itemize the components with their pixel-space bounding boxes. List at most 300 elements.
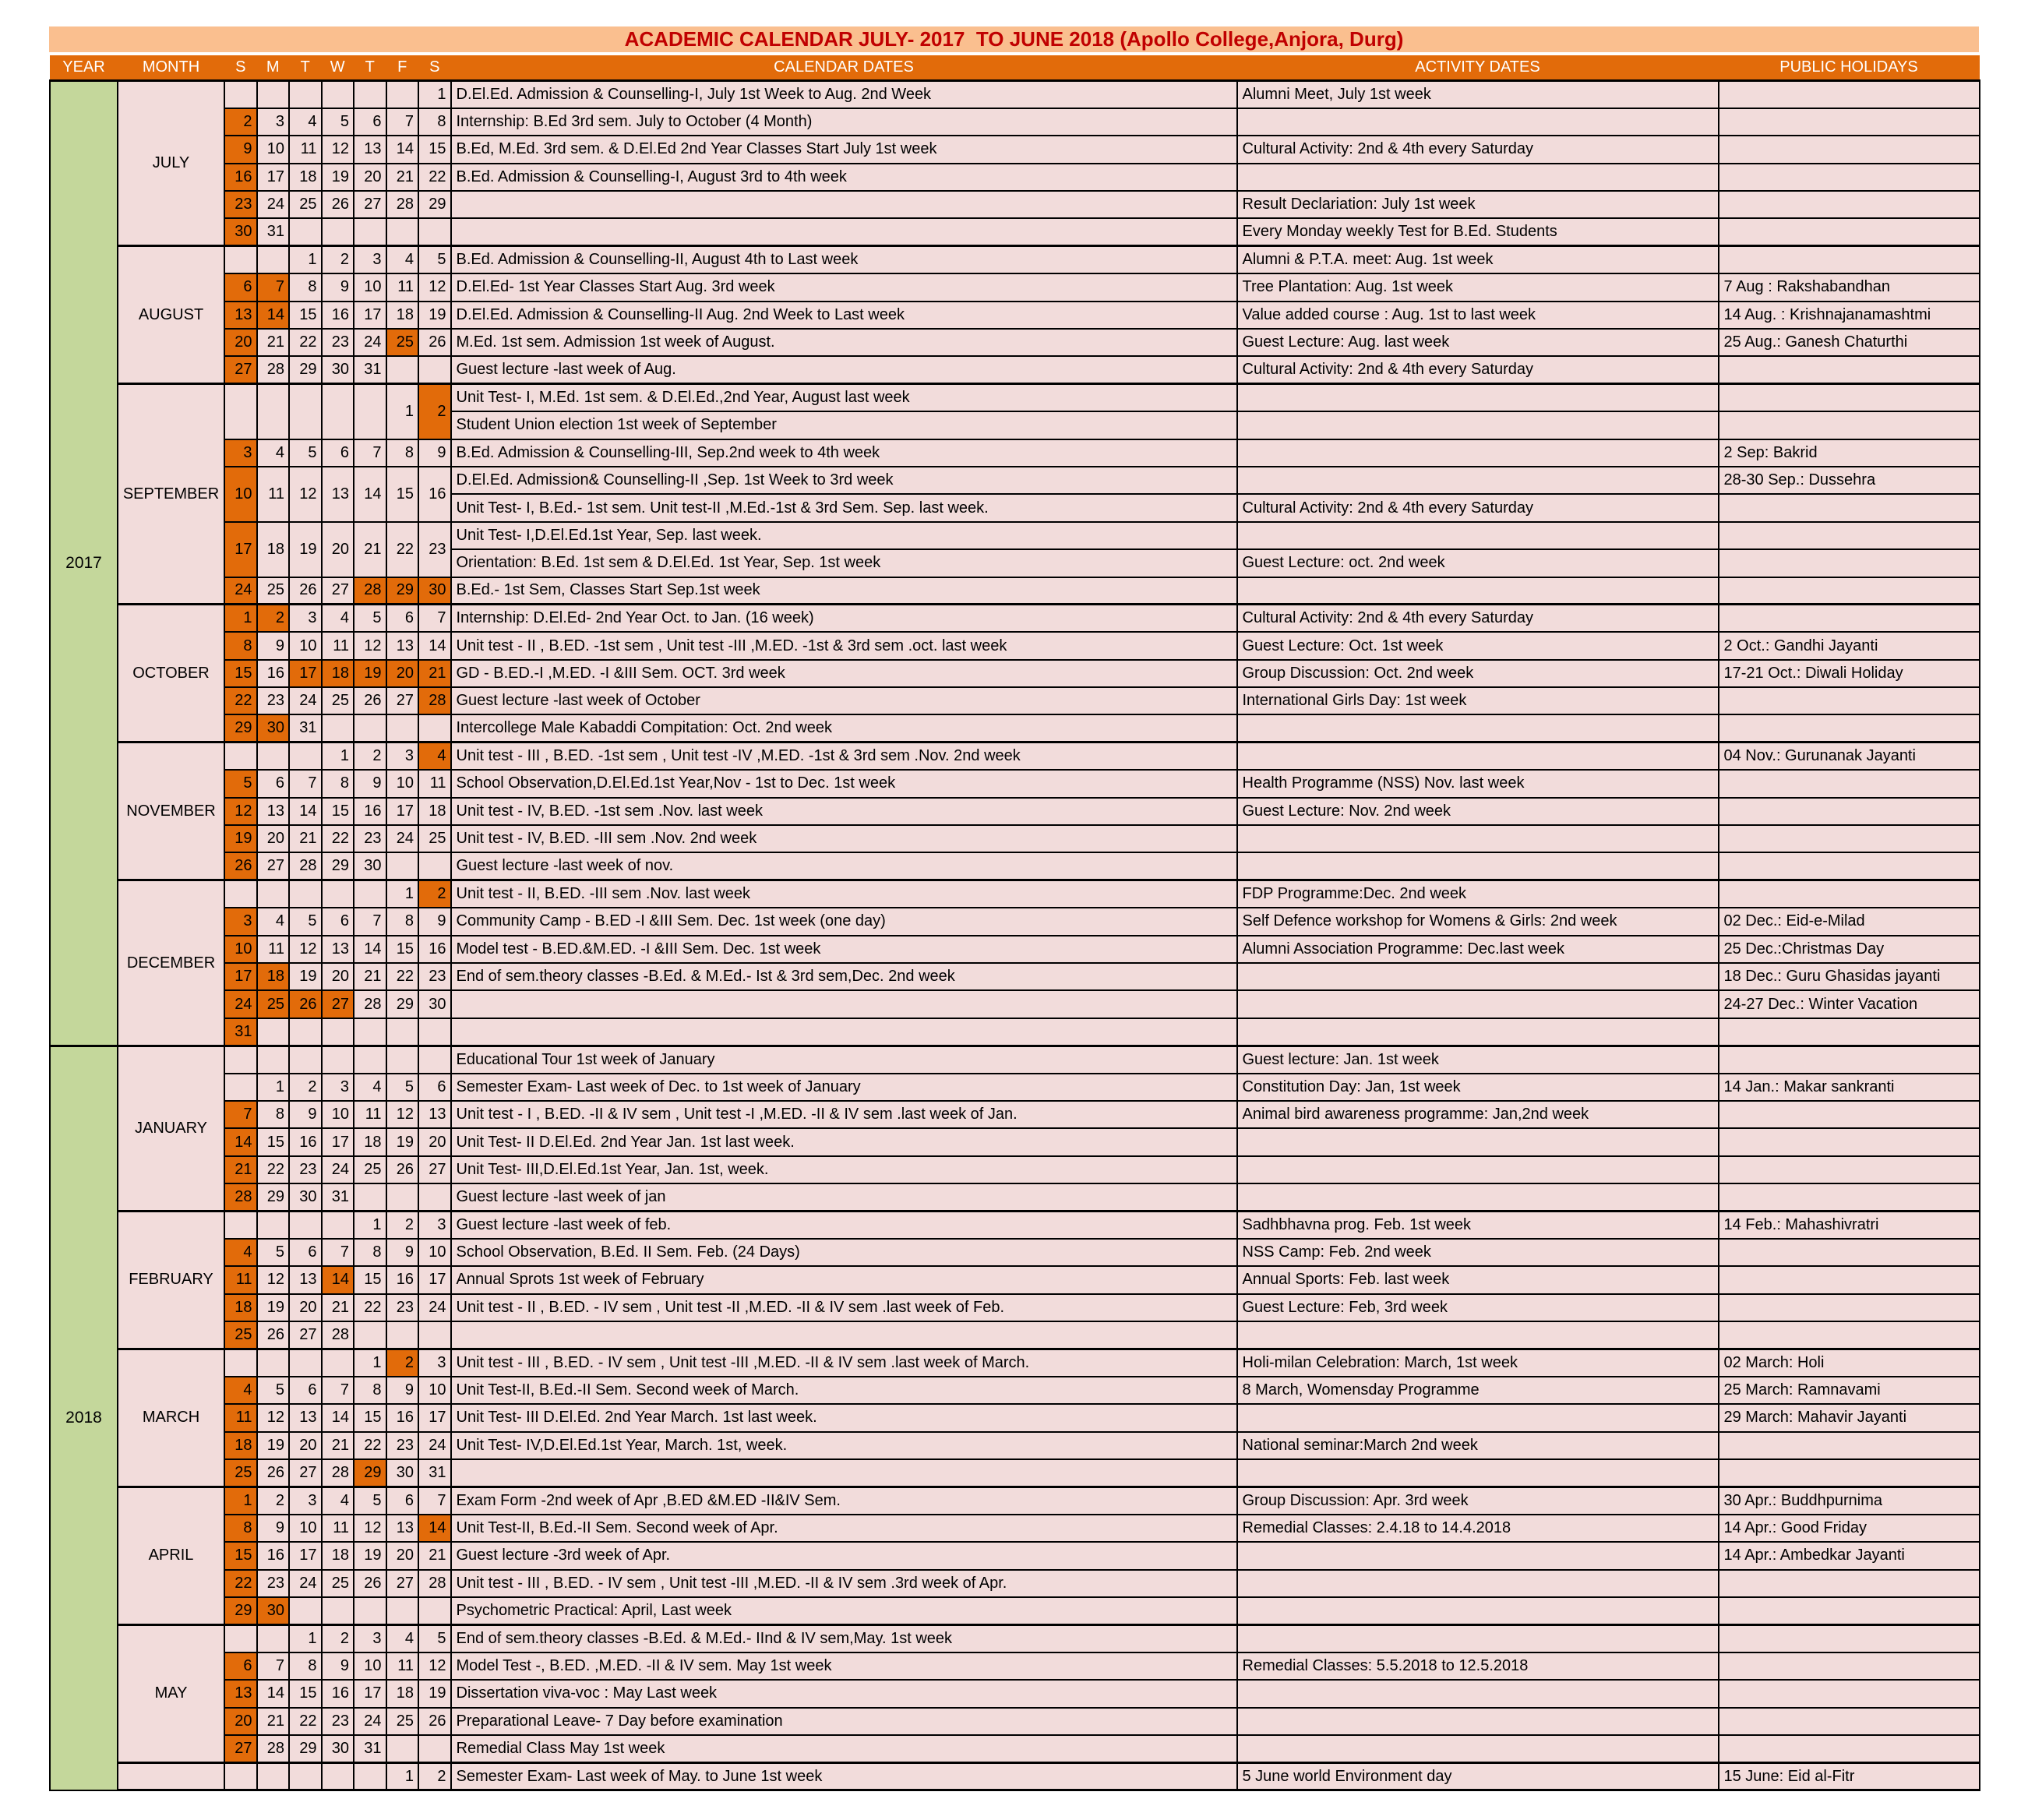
day-cell: 19 (224, 825, 257, 852)
day-cell: 4 (257, 908, 290, 935)
calendar-week-row (50, 1404, 1980, 1431)
day-cell: 25 (386, 329, 419, 356)
public-holidays-cell (1719, 1570, 1980, 1597)
day-cell: 10 (354, 273, 386, 301)
public-holidays-cell: 24-27 Dec.: Winter Vacation (1719, 990, 1980, 1018)
day-cell: 29 (386, 577, 419, 605)
calendar-dates-cell: Remedial Class May 1st week (451, 1735, 1237, 1762)
calendar-dates-cell: Internship: D.El.Ed- 2nd Year Oct. to Jan. (16 week) (451, 605, 1237, 632)
calendar-week-row (50, 384, 1980, 411)
day-cell: 15 (224, 1542, 257, 1569)
activity-dates-cell: Annual Sports: Feb. last week (1237, 1266, 1719, 1293)
day-cell: 23 (386, 1432, 419, 1459)
public-holidays-cell (1719, 1321, 1980, 1349)
calendar-week-row (50, 936, 1980, 963)
day-cell: 17 (224, 522, 257, 577)
activity-dates-cell: 5 June world Environment day (1237, 1762, 1719, 1790)
day-cell: 9 (224, 136, 257, 163)
calendar-week-row (50, 880, 1980, 908)
day-cell: 3 (418, 1212, 451, 1239)
calendar-week-row (50, 1101, 1980, 1128)
day-cell: 6 (386, 605, 419, 632)
day-cell: 4 (257, 439, 290, 467)
calendar-week-row (50, 108, 1980, 136)
calendar-week-row (50, 164, 1980, 191)
day-cell (289, 218, 322, 245)
day-cell: 31 (354, 356, 386, 383)
calendar-week-row (50, 990, 1980, 1018)
calendar-dates-cell: D.El.Ed. Admission & Counselling-II Aug. 2nd Week to Last week (451, 302, 1237, 329)
day-cell: 4 (224, 1239, 257, 1266)
day-cell: 19 (386, 1128, 419, 1155)
day-cell (322, 81, 354, 108)
activity-dates-cell (1237, 1735, 1719, 1762)
activity-dates-cell: Every Monday weekly Test for B.Ed. Students (1237, 218, 1719, 245)
day-cell: 26 (224, 852, 257, 880)
day-cell: 27 (322, 577, 354, 605)
calendar-dates-cell (451, 1018, 1237, 1046)
day-cell: 21 (354, 522, 386, 577)
day-cell (257, 384, 290, 439)
day-cell: 20 (354, 164, 386, 191)
academic-calendar-table (49, 55, 1980, 1791)
calendar-dates-cell: Semester Exam- Last week of May. to June 1st week (451, 1762, 1237, 1790)
calendar-dates-cell: Unit test - IV, B.ED. -III sem .Nov. 2nd week (451, 825, 1237, 852)
day-cell: 31 (322, 1183, 354, 1211)
day-cell: 31 (289, 714, 322, 742)
day-cell (386, 1183, 419, 1211)
day-cell (257, 1624, 290, 1652)
day-cell: 5 (257, 1239, 290, 1266)
calendar-dates-cell: Unit Test- I, B.Ed.- 1st sem. Unit test-II ,M.Ed.-1st & 3rd Sem. Sep. last week. (451, 494, 1237, 521)
column-header-public-holidays: PUBLIC HOLIDAYS (1719, 55, 1980, 81)
day-cell: 11 (386, 1652, 419, 1680)
public-holidays-cell: 25 Dec.:Christmas Day (1719, 936, 1980, 963)
day-cell (386, 1321, 419, 1349)
day-cell (224, 1762, 257, 1790)
day-cell: 3 (322, 1074, 354, 1101)
day-cell: 7 (289, 770, 322, 797)
calendar-week-row (50, 1597, 1980, 1624)
calendar-dates-cell: End of sem.theory classes -B.Ed. & M.Ed.- Ist & 3rd sem,Dec. 2nd week (451, 963, 1237, 990)
day-cell: 27 (289, 1459, 322, 1487)
day-cell: 20 (257, 825, 290, 852)
day-cell (289, 1762, 322, 1790)
day-cell (289, 1349, 322, 1376)
day-cell: 30 (257, 714, 290, 742)
day-cell (386, 852, 419, 880)
day-cell: 28 (224, 1183, 257, 1211)
day-cell: 14 (354, 936, 386, 963)
day-cell: 7 (322, 1377, 354, 1404)
activity-dates-cell: Alumni & P.T.A. meet: Aug. 1st week (1237, 246, 1719, 273)
column-header-activity-dates: ACTIVITY DATES (1237, 55, 1719, 81)
activity-dates-cell: Guest Lecture: oct. 2nd week (1237, 549, 1719, 577)
activity-dates-cell (1237, 1680, 1719, 1707)
day-cell: 10 (289, 1515, 322, 1542)
column-header-month: MONTH (118, 55, 224, 81)
day-cell (224, 880, 257, 908)
calendar-dates-cell: End of sem.theory classes -B.Ed. & M.Ed.- IInd & IV sem,May. 1st week (451, 1624, 1237, 1652)
calendar-week-row (50, 852, 1980, 880)
day-cell (322, 880, 354, 908)
day-cell: 28 (386, 191, 419, 218)
activity-dates-cell: International Girls Day: 1st week (1237, 687, 1719, 714)
day-cell: 20 (322, 522, 354, 577)
year-cell: 2017 (50, 81, 118, 1046)
day-cell: 3 (289, 605, 322, 632)
activity-dates-cell: Remedial Classes: 5.5.2018 to 12.5.2018 (1237, 1652, 1719, 1680)
day-cell: 17 (257, 164, 290, 191)
activity-dates-cell: Guest Lecture: Nov. 2nd week (1237, 798, 1719, 825)
activity-dates-cell: Holi-milan Celebration: March, 1st week (1237, 1349, 1719, 1376)
activity-dates-cell: Alumni Meet, July 1st week (1237, 81, 1719, 108)
calendar-dates-cell: Unit test - I , B.ED. -II & IV sem , Unit test -I ,M.ED. -II & IV sem .last week of Jan. (451, 1101, 1237, 1128)
day-cell: 1 (322, 742, 354, 770)
public-holidays-cell (1719, 687, 1980, 714)
public-holidays-cell: 02 Dec.: Eid-e-Milad (1719, 908, 1980, 935)
calendar-dates-cell: Annual Sprots 1st week of February (451, 1266, 1237, 1293)
public-holidays-cell (1719, 81, 1980, 108)
public-holidays-cell: 2 Oct.: Gandhi Jayanti (1719, 632, 1980, 659)
activity-dates-cell (1237, 1624, 1719, 1652)
day-cell: 8 (224, 1515, 257, 1542)
calendar-week-row (50, 246, 1980, 273)
day-cell: 5 (354, 1487, 386, 1514)
day-cell: 12 (418, 1652, 451, 1680)
public-holidays-cell (1719, 1294, 1980, 1321)
calendar-dates-cell: Unit Test- I,D.El.Ed.1st Year, Sep. last week. (451, 522, 1237, 549)
day-cell (418, 1018, 451, 1046)
calendar-dates-cell: GD - B.ED.-I ,M.ED. -I &III Sem. OCT. 3rd week (451, 660, 1237, 687)
activity-dates-cell (1237, 108, 1719, 136)
day-cell (257, 1349, 290, 1376)
day-cell: 13 (224, 302, 257, 329)
calendar-dates-cell: Unit Test-II, B.Ed.-II Sem. Second week of March. (451, 1377, 1237, 1404)
calendar-dates-cell: Unit Test- III D.El.Ed. 2nd Year March. 1st last week. (451, 1404, 1237, 1431)
public-holidays-cell: 02 March: Holi (1719, 1349, 1980, 1376)
day-cell: 6 (354, 108, 386, 136)
day-cell: 8 (386, 908, 419, 935)
day-cell: 28 (322, 1321, 354, 1349)
day-cell: 26 (354, 687, 386, 714)
day-cell: 16 (257, 660, 290, 687)
day-cell (418, 852, 451, 880)
day-cell: 12 (289, 936, 322, 963)
day-cell (386, 218, 419, 245)
day-cell: 13 (418, 1101, 451, 1128)
day-cell (418, 714, 451, 742)
day-cell: 24 (418, 1294, 451, 1321)
day-cell: 7 (257, 273, 290, 301)
day-cell: 24 (418, 1432, 451, 1459)
day-cell (322, 218, 354, 245)
day-cell (386, 81, 419, 108)
day-cell: 28 (257, 1735, 290, 1762)
day-cell: 14 (289, 798, 322, 825)
calendar-dates-cell: D.El.Ed- 1st Year Classes Start Aug. 3rd week (451, 273, 1237, 301)
month-cell: AUGUST (118, 246, 224, 384)
calendar-dates-cell (451, 1459, 1237, 1487)
day-cell: 26 (257, 1321, 290, 1349)
day-cell: 29 (386, 990, 419, 1018)
day-cell: 25 (418, 825, 451, 852)
day-cell: 31 (354, 1735, 386, 1762)
day-cell: 16 (289, 1128, 322, 1155)
day-cell: 20 (386, 660, 419, 687)
day-cell: 30 (386, 1459, 419, 1487)
calendar-dates-cell: Unit test - III , B.ED. - IV sem , Unit test -III ,M.ED. -II & IV sem .3rd week of Apr. (451, 1570, 1237, 1597)
day-cell: 4 (386, 246, 419, 273)
calendar-week-row (50, 1680, 1980, 1707)
public-holidays-cell (1719, 1266, 1980, 1293)
day-cell: 7 (257, 1652, 290, 1680)
day-cell: 31 (257, 218, 290, 245)
calendar-week-row (50, 605, 1980, 632)
day-cell: 4 (289, 108, 322, 136)
calendar-dates-cell: Model test - B.ED.&M.ED. -I &III Sem. Dec. 1st week (451, 936, 1237, 963)
day-cell: 14 (386, 136, 419, 163)
day-cell: 2 (224, 108, 257, 136)
activity-dates-cell: Remedial Classes: 2.4.18 to 14.4.2018 (1237, 1515, 1719, 1542)
calendar-dates-cell (451, 218, 1237, 245)
day-cell (257, 1018, 290, 1046)
day-cell: 14 (224, 1128, 257, 1155)
day-cell: 14 (418, 632, 451, 659)
day-cell: 25 (322, 1570, 354, 1597)
day-cell: 7 (224, 1101, 257, 1128)
public-holidays-cell (1719, 577, 1980, 605)
day-cell: 30 (418, 990, 451, 1018)
public-holidays-cell (1719, 1183, 1980, 1211)
calendar-week-row (50, 1762, 1980, 1790)
activity-dates-cell (1237, 164, 1719, 191)
activity-dates-cell (1237, 714, 1719, 742)
day-cell: 4 (224, 1377, 257, 1404)
day-cell: 6 (224, 1652, 257, 1680)
activity-dates-cell (1237, 990, 1719, 1018)
calendar-dates-cell: Guest lecture -last week of jan (451, 1183, 1237, 1211)
day-cell: 6 (257, 770, 290, 797)
day-cell: 8 (322, 770, 354, 797)
activity-dates-cell: Cultural Activity: 2nd & 4th every Saturday (1237, 356, 1719, 383)
calendar-week-row (50, 273, 1980, 301)
day-cell: 12 (354, 632, 386, 659)
public-holidays-cell (1719, 1680, 1980, 1707)
day-cell: 1 (354, 1212, 386, 1239)
calendar-dates-cell: Internship: B.Ed 3rd sem. July to October (4 Month) (451, 108, 1237, 136)
calendar-week-row (50, 825, 1980, 852)
calendar-week-row (50, 1046, 1980, 1073)
activity-dates-cell: Group Discussion: Oct. 2nd week (1237, 660, 1719, 687)
day-cell: 9 (322, 273, 354, 301)
calendar-week-row (50, 1487, 1980, 1514)
day-cell: 5 (289, 439, 322, 467)
calendar-dates-cell: Unit test - II, B.ED. -III sem .Nov. last week (451, 880, 1237, 908)
day-cell: 18 (257, 522, 290, 577)
day-cell: 24 (257, 191, 290, 218)
calendar-dates-cell: Semester Exam- Last week of Dec. to 1st week of January (451, 1074, 1237, 1101)
day-cell (322, 1212, 354, 1239)
day-cell: 12 (257, 1266, 290, 1293)
day-cell: 9 (257, 632, 290, 659)
day-cell: 1 (224, 605, 257, 632)
day-cell: 1 (289, 246, 322, 273)
day-cell: 29 (354, 1459, 386, 1487)
activity-dates-cell: Guest Lecture: Aug. last week (1237, 329, 1719, 356)
day-cell: 21 (257, 329, 290, 356)
calendar-dates-cell: Intercollege Male Kabaddi Compitation: Oct. 2nd week (451, 714, 1237, 742)
activity-dates-cell (1237, 1459, 1719, 1487)
day-cell: 24 (289, 1570, 322, 1597)
day-cell (354, 1046, 386, 1073)
day-cell: 5 (418, 1624, 451, 1652)
day-cell (224, 742, 257, 770)
day-cell: 14 (322, 1266, 354, 1293)
calendar-dates-cell: Student Union election 1st week of September (451, 411, 1237, 439)
public-holidays-cell (1719, 1652, 1980, 1680)
day-cell: 9 (354, 770, 386, 797)
day-cell: 3 (257, 108, 290, 136)
day-cell: 13 (257, 798, 290, 825)
activity-dates-cell (1237, 522, 1719, 549)
day-cell (257, 1762, 290, 1790)
day-cell: 26 (418, 329, 451, 356)
day-cell (289, 880, 322, 908)
day-cell: 14 (418, 1515, 451, 1542)
day-cell: 23 (289, 1156, 322, 1183)
day-cell: 16 (386, 1404, 419, 1431)
day-cell: 30 (322, 356, 354, 383)
activity-dates-cell: Cultural Activity: 2nd & 4th every Saturday (1237, 494, 1719, 521)
day-cell: 11 (257, 467, 290, 522)
calendar-week-row (50, 1349, 1980, 1376)
public-holidays-cell (1719, 191, 1980, 218)
day-cell: 21 (418, 1542, 451, 1569)
day-cell: 20 (386, 1542, 419, 1569)
day-cell: 17 (354, 1680, 386, 1707)
day-cell: 11 (257, 936, 290, 963)
public-holidays-cell: 15 June: Eid al-Fitr (1719, 1762, 1980, 1790)
public-holidays-cell (1719, 1459, 1980, 1487)
day-cell: 22 (322, 825, 354, 852)
day-cell: 21 (224, 1156, 257, 1183)
activity-dates-cell: National seminar:March 2nd week (1237, 1432, 1719, 1459)
calendar-dates-cell: B.Ed. Admission & Counselling-I, August 3rd to 4th week (451, 164, 1237, 191)
public-holidays-cell (1719, 136, 1980, 163)
activity-dates-cell (1237, 852, 1719, 880)
day-cell: 21 (322, 1294, 354, 1321)
public-holidays-cell (1719, 218, 1980, 245)
calendar-dates-cell: M.Ed. 1st sem. Admission 1st week of August. (451, 329, 1237, 356)
day-cell: 22 (224, 1570, 257, 1597)
day-cell: 28 (289, 852, 322, 880)
activity-dates-cell (1237, 1183, 1719, 1211)
day-cell: 25 (354, 1156, 386, 1183)
day-cell: 18 (289, 164, 322, 191)
day-cell: 21 (289, 825, 322, 852)
day-cell: 21 (322, 1432, 354, 1459)
public-holidays-cell (1719, 1128, 1980, 1155)
activity-dates-cell: Health Programme (NSS) Nov. last week (1237, 770, 1719, 797)
day-cell: 9 (386, 1377, 419, 1404)
day-cell (418, 1183, 451, 1211)
public-holidays-cell (1719, 770, 1980, 797)
day-cell: 14 (257, 302, 290, 329)
day-cell: 13 (386, 1515, 419, 1542)
day-cell: 15 (418, 136, 451, 163)
activity-dates-cell: Guest Lecture: Feb, 3rd week (1237, 1294, 1719, 1321)
month-cell: MARCH (118, 1349, 224, 1487)
day-cell (354, 1018, 386, 1046)
day-cell: 23 (386, 1294, 419, 1321)
day-cell: 1 (386, 880, 419, 908)
calendar-week-row (50, 1239, 1980, 1266)
day-cell: 22 (386, 522, 419, 577)
day-cell: 25 (322, 687, 354, 714)
day-cell: 18 (257, 963, 290, 990)
day-cell (354, 1762, 386, 1790)
day-cell (418, 1046, 451, 1073)
day-cell: 27 (386, 687, 419, 714)
day-cell: 8 (354, 1377, 386, 1404)
day-cell (386, 714, 419, 742)
day-cell: 16 (322, 1680, 354, 1707)
day-cell: 10 (354, 1652, 386, 1680)
day-cell: 16 (257, 1542, 290, 1569)
public-holidays-cell: 04 Nov.: Gurunanak Jayanti (1719, 742, 1980, 770)
day-cell: 24 (322, 1156, 354, 1183)
calendar-dates-cell: Unit test - IV, B.ED. -1st sem .Nov. last week (451, 798, 1237, 825)
day-cell: 11 (224, 1266, 257, 1293)
day-cell: 2 (289, 1074, 322, 1101)
day-cell: 4 (322, 1487, 354, 1514)
day-cell: 19 (289, 522, 322, 577)
day-cell: 1 (289, 1624, 322, 1652)
month-cell: MAY (118, 1624, 224, 1762)
day-cell: 2 (418, 1762, 451, 1790)
day-cell: 21 (418, 660, 451, 687)
calendar-week-row (50, 1735, 1980, 1762)
day-cell: 6 (386, 1487, 419, 1514)
day-cell: 30 (257, 1597, 290, 1624)
header-row (50, 55, 1980, 81)
day-cell: 15 (224, 660, 257, 687)
day-cell: 31 (224, 1018, 257, 1046)
day-cell: 13 (322, 467, 354, 522)
calendar-week-row (50, 1432, 1980, 1459)
calendar-week-row (50, 1156, 1980, 1183)
column-header-day-fri: F (386, 55, 419, 81)
activity-dates-cell (1237, 467, 1719, 494)
day-cell: 11 (322, 1515, 354, 1542)
day-cell (322, 1046, 354, 1073)
day-cell: 9 (418, 908, 451, 935)
day-cell: 29 (224, 714, 257, 742)
public-holidays-cell (1719, 1239, 1980, 1266)
day-cell (386, 1046, 419, 1073)
day-cell: 6 (322, 439, 354, 467)
day-cell: 4 (386, 1624, 419, 1652)
day-cell: 17 (289, 660, 322, 687)
day-cell: 24 (224, 577, 257, 605)
day-cell: 17 (289, 1542, 322, 1569)
day-cell: 5 (322, 108, 354, 136)
public-holidays-cell (1719, 494, 1980, 521)
day-cell: 16 (418, 467, 451, 522)
calendar-dates-cell: Guest lecture -3rd week of Apr. (451, 1542, 1237, 1569)
day-cell: 8 (418, 108, 451, 136)
